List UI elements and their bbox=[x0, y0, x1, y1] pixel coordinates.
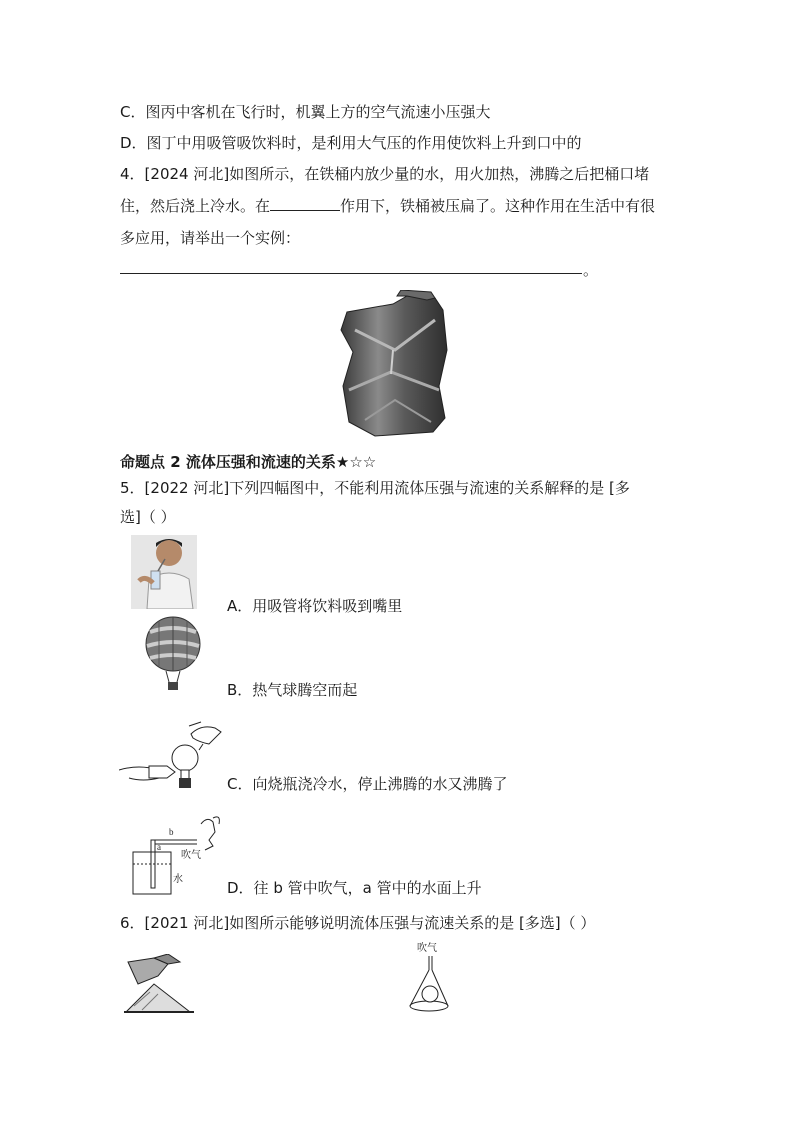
q4-stem-line2 bbox=[120, 196, 655, 216]
q4-answer-line[interactable] bbox=[120, 273, 582, 274]
q4-line2-part1: 住，然后浇上冷水。在 bbox=[120, 197, 271, 215]
label-water: 水 bbox=[173, 874, 183, 885]
hot-air-balloon-image bbox=[144, 616, 202, 692]
q5-option-b: B．热气球腾空而起 bbox=[227, 681, 358, 699]
label-a: a bbox=[157, 842, 161, 852]
section-heading: 命题点 2 流体压强和流速的关系★☆☆ bbox=[120, 453, 377, 471]
flask-cooling-image bbox=[119, 720, 224, 792]
q6-stem: 6．[2021 河北]如图所示能够说明流体压强与流速关系的是 [多选]（ ） bbox=[120, 914, 596, 932]
label-blow: 吹气 bbox=[181, 850, 201, 861]
q4-answer-end: 。 bbox=[583, 261, 599, 279]
q4-stem-line3: 多应用，请举出一个实例： bbox=[120, 229, 301, 247]
q3-option-c: C．图丙中客机在飞行时，机翼上方的空气流速小压强大 bbox=[120, 103, 491, 121]
label-blow-q6: 吹气 bbox=[417, 943, 437, 954]
q3-option-d: D．图丁中用吸管吸饮料时，是利用大气压的作用使饮料上升到口中的 bbox=[120, 134, 582, 152]
q6-figure-1 bbox=[124, 954, 194, 1014]
q5-option-c: C．向烧瓶浇冷水，停止沸腾的水又沸腾了 bbox=[227, 775, 508, 793]
q5-option-d: D．往 b 管中吹气，a 管中的水面上升 bbox=[227, 879, 482, 897]
q6-funnel-figure bbox=[404, 940, 454, 1014]
q5-stem-line1: 5．[2022 河北]下列四幅图中，不能利用流体压强与流速的关系解释的是 [多 bbox=[120, 479, 630, 497]
label-b: b bbox=[169, 827, 174, 837]
q4-line2-part2: 作用下，铁桶被压扁了。这种作用在生活中有很 bbox=[340, 197, 656, 215]
q4-fill-blank[interactable] bbox=[270, 196, 340, 211]
q4-stem-line1: 4．[2024 河北]如图所示，在铁桶内放少量的水，用火加热，沸腾之后把桶口堵 bbox=[120, 165, 650, 183]
q5-stem-line2: 选]（ ） bbox=[120, 508, 176, 526]
q5-option-a: A．用吸管将饮料吸到嘴里 bbox=[227, 597, 403, 615]
blow-tube-apparatus-image bbox=[127, 810, 227, 900]
crushed-iron-can-image bbox=[335, 290, 457, 438]
boy-drinking-image bbox=[131, 535, 197, 609]
